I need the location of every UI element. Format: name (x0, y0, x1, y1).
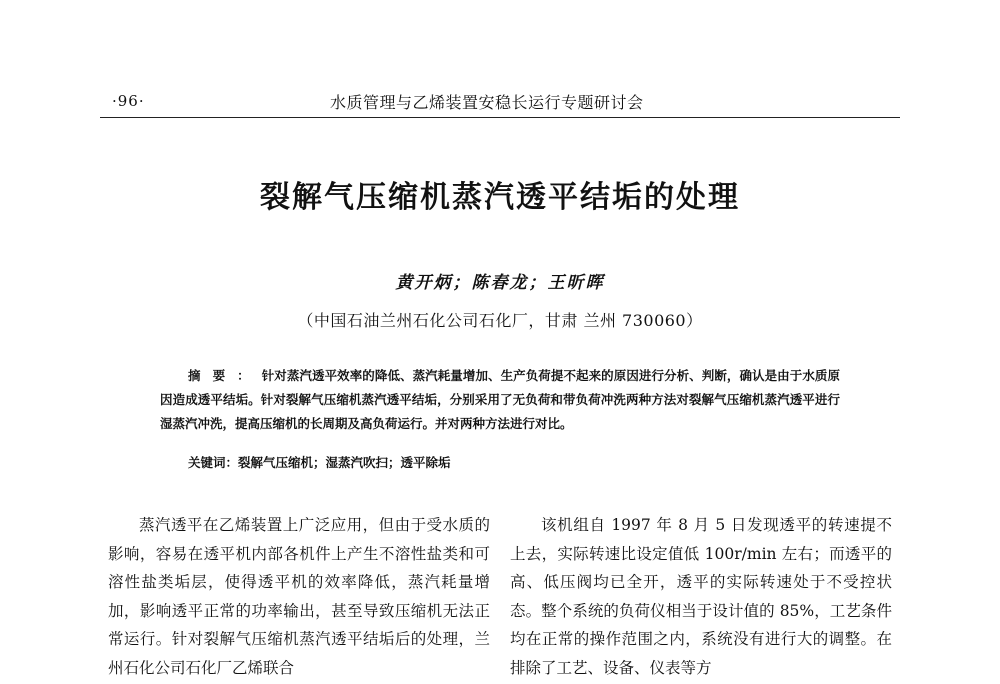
abstract-label: 摘要： (188, 368, 262, 383)
page-number: ·96· (112, 92, 145, 110)
body-column-left (108, 511, 490, 682)
body-column-right (510, 511, 892, 682)
abstract-text: 针对蒸汽透平效率的降低、蒸汽耗量增加、生产负荷提不起来的原因进行分析、判断，确认是由于水质原因造成透平结垢。针对裂解气压缩机蒸汽透平结垢，分别采用了无负荷和带负荷冲洗两种方法对裂解气压缩机蒸汽透平进行湿蒸汽冲洗，提高压缩机的长周期及高负荷运行。并对两种方法进行对比。 (160, 368, 840, 431)
body-paragraph: 该机组自 1997 年 8 月 5 日发现透平的转速提不上去，实际转速比设定值低 100r/min 左右；而透平的高、低压阀均已全开，透平的实际转速处于不受控状态。整个系统的负荷仪相当于设计值的 85%，工艺条件均在正常的操作范围之内，系统没有进行大的调整。在排除了工艺、设备、仪表等方 (510, 516, 892, 677)
running-header-title: 水质管理与乙烯装置安稳长运行专题研讨会 (330, 93, 644, 112)
header-rule (100, 117, 900, 118)
body-paragraph: 蒸汽透平在乙烯装置上广泛应用，但由于受水质的影响，容易在透平机内部各机件上产生不溶性盐类和可溶性盐类垢层，使得透平机的效率降低，蒸汽耗量增加，影响透平正常的功率输出，甚至导致压缩机无法正常运行。针对裂解气压缩机蒸汽透平结垢后的处理，兰州石化公司石化厂乙烯联合 (108, 516, 490, 677)
article-authors: 黄开炳；陈春龙；王昕晖 (395, 273, 605, 293)
keywords: 关键词：裂解气压缩机；湿蒸汽吹扫；透平除垢 (188, 455, 451, 470)
abstract (160, 364, 840, 436)
article-title: 裂解气压缩机蒸汽透平结垢的处理 (260, 180, 740, 215)
article-affiliation: （中国石油兰州石化公司石化厂，甘肃 兰州 730060） (297, 311, 703, 330)
